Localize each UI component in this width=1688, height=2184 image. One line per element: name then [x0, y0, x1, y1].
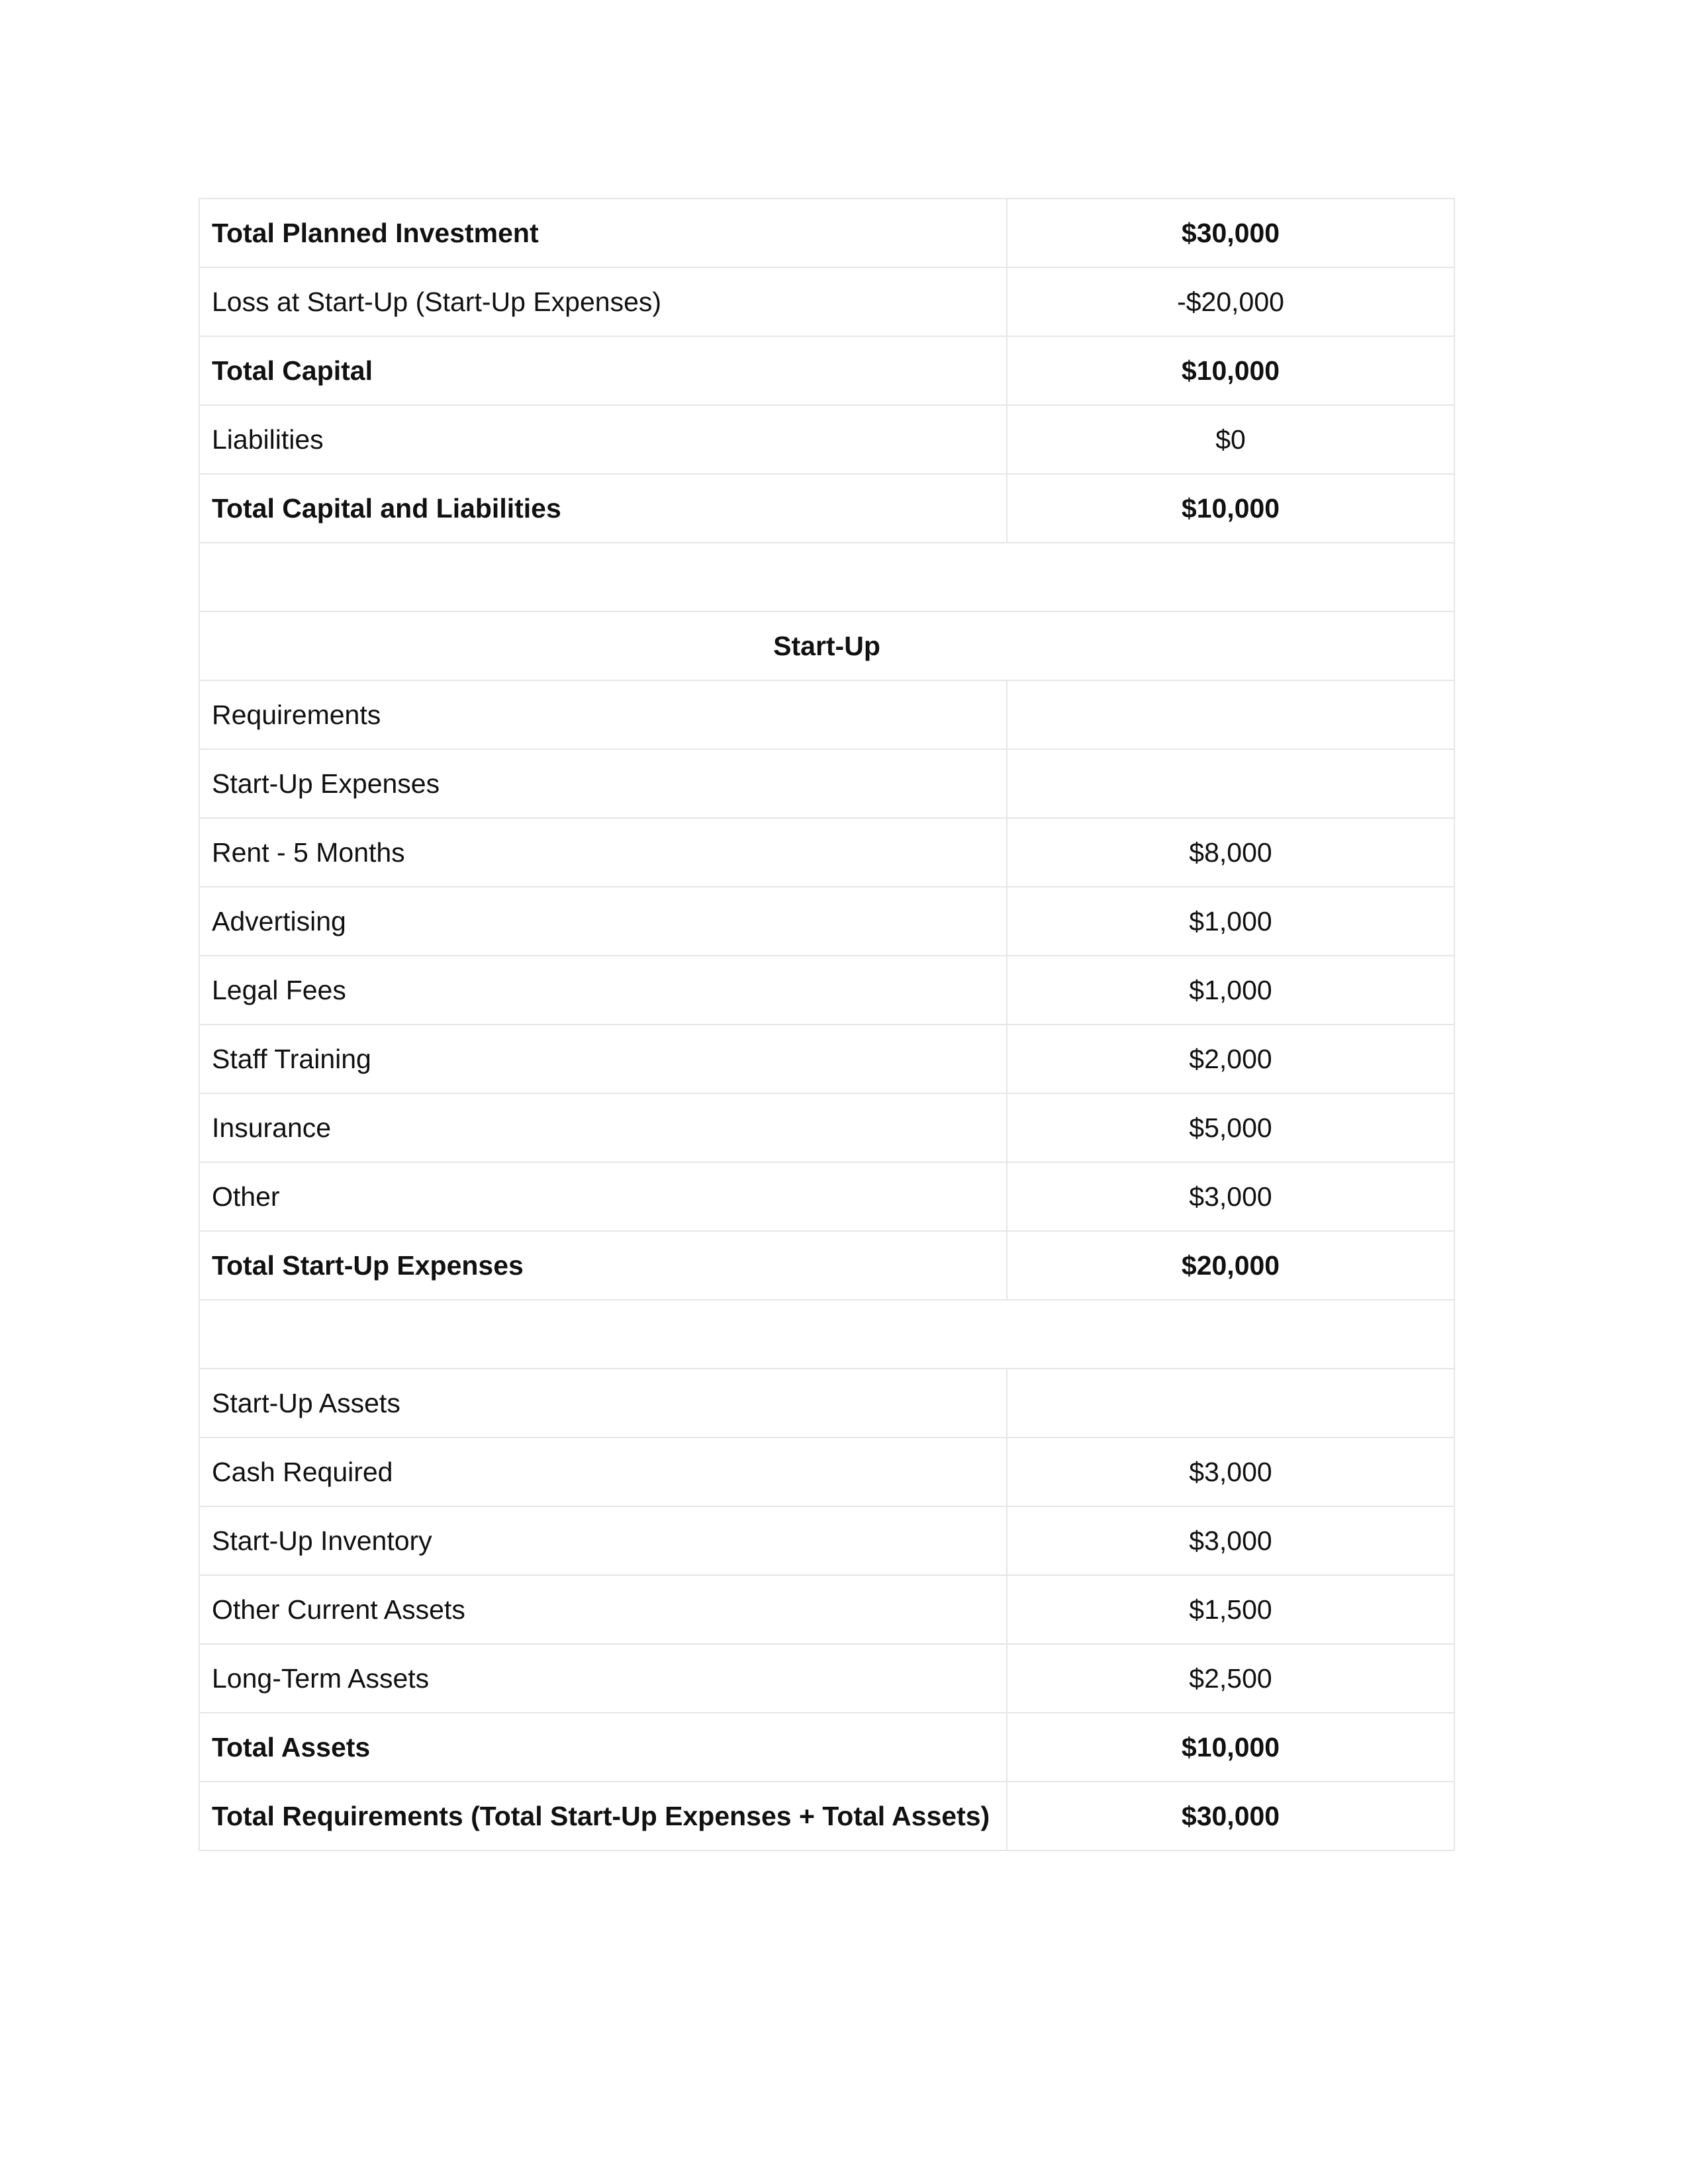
- spacer-row: [199, 543, 1454, 612]
- table-row: [199, 267, 1454, 336]
- row-amount: $10,000: [1007, 474, 1454, 543]
- row-label: Total Assets: [199, 1713, 1007, 1782]
- total-row: [199, 199, 1454, 267]
- row-label: Advertising: [199, 887, 1007, 956]
- row-label: Other Current Assets: [199, 1575, 1007, 1644]
- row-label: Other: [199, 1162, 1007, 1231]
- spacer-row: [199, 1300, 1454, 1369]
- table-row: [199, 680, 1454, 749]
- row-label: Total Capital: [199, 336, 1007, 405]
- row-amount: [1007, 680, 1454, 749]
- row-amount: $10,000: [1007, 1713, 1454, 1782]
- table-row: [199, 749, 1454, 818]
- row-label: Insurance: [199, 1093, 1007, 1162]
- table-row: [199, 1575, 1454, 1644]
- row-label: Start-Up Assets: [199, 1369, 1007, 1437]
- row-label: Liabilities: [199, 405, 1007, 474]
- table-row: [199, 956, 1454, 1024]
- row-amount: [1007, 1369, 1454, 1437]
- row-amount: $5,000: [1007, 1093, 1454, 1162]
- table-row: [199, 1093, 1454, 1162]
- table-row: [199, 405, 1454, 474]
- row-amount: $3,000: [1007, 1162, 1454, 1231]
- row-amount: $30,000: [1007, 1782, 1454, 1850]
- table-row: [199, 1024, 1454, 1093]
- row-amount: $1,000: [1007, 887, 1454, 956]
- row-label: Total Capital and Liabilities: [199, 474, 1007, 543]
- spacer-cell: [199, 1300, 1454, 1369]
- row-amount: $3,000: [1007, 1506, 1454, 1575]
- row-label: Total Requirements (Total Start-Up Expenses + Total Assets): [199, 1782, 1007, 1850]
- row-amount: $1,000: [1007, 956, 1454, 1024]
- total-row: [199, 1782, 1454, 1850]
- row-amount: -$20,000: [1007, 267, 1454, 336]
- total-row: [199, 336, 1454, 405]
- row-amount: [1007, 749, 1454, 818]
- row-amount: $2,000: [1007, 1024, 1454, 1093]
- total-row: [199, 1231, 1454, 1300]
- section-heading: Start-Up: [199, 612, 1454, 680]
- table-row: [199, 1644, 1454, 1713]
- row-amount: $10,000: [1007, 336, 1454, 405]
- row-amount: $20,000: [1007, 1231, 1454, 1300]
- table-row: [199, 1369, 1454, 1437]
- row-label: Staff Training: [199, 1024, 1007, 1093]
- row-label: Long-Term Assets: [199, 1644, 1007, 1713]
- table-row: [199, 818, 1454, 887]
- row-label: Cash Required: [199, 1437, 1007, 1506]
- row-label: Loss at Start-Up (Start-Up Expenses): [199, 267, 1007, 336]
- row-amount: $0: [1007, 405, 1454, 474]
- row-amount: $3,000: [1007, 1437, 1454, 1506]
- row-amount: $1,500: [1007, 1575, 1454, 1644]
- section-heading-row: [199, 612, 1454, 680]
- total-row: [199, 474, 1454, 543]
- table-row: [199, 1162, 1454, 1231]
- spacer-cell: [199, 543, 1454, 612]
- row-label: Start-Up Inventory: [199, 1506, 1007, 1575]
- row-amount: $30,000: [1007, 199, 1454, 267]
- startup-table-body: [199, 199, 1454, 1850]
- table-row: [199, 1506, 1454, 1575]
- table-row: [199, 887, 1454, 956]
- table-row: [199, 1437, 1454, 1506]
- row-amount: $2,500: [1007, 1644, 1454, 1713]
- row-label: Start-Up Expenses: [199, 749, 1007, 818]
- row-amount: $8,000: [1007, 818, 1454, 887]
- row-label: Rent - 5 Months: [199, 818, 1007, 887]
- total-row: [199, 1713, 1454, 1782]
- startup-table: [199, 198, 1455, 1851]
- row-label: Total Start-Up Expenses: [199, 1231, 1007, 1300]
- row-label: Legal Fees: [199, 956, 1007, 1024]
- row-label: Requirements: [199, 680, 1007, 749]
- row-label: Total Planned Investment: [199, 199, 1007, 267]
